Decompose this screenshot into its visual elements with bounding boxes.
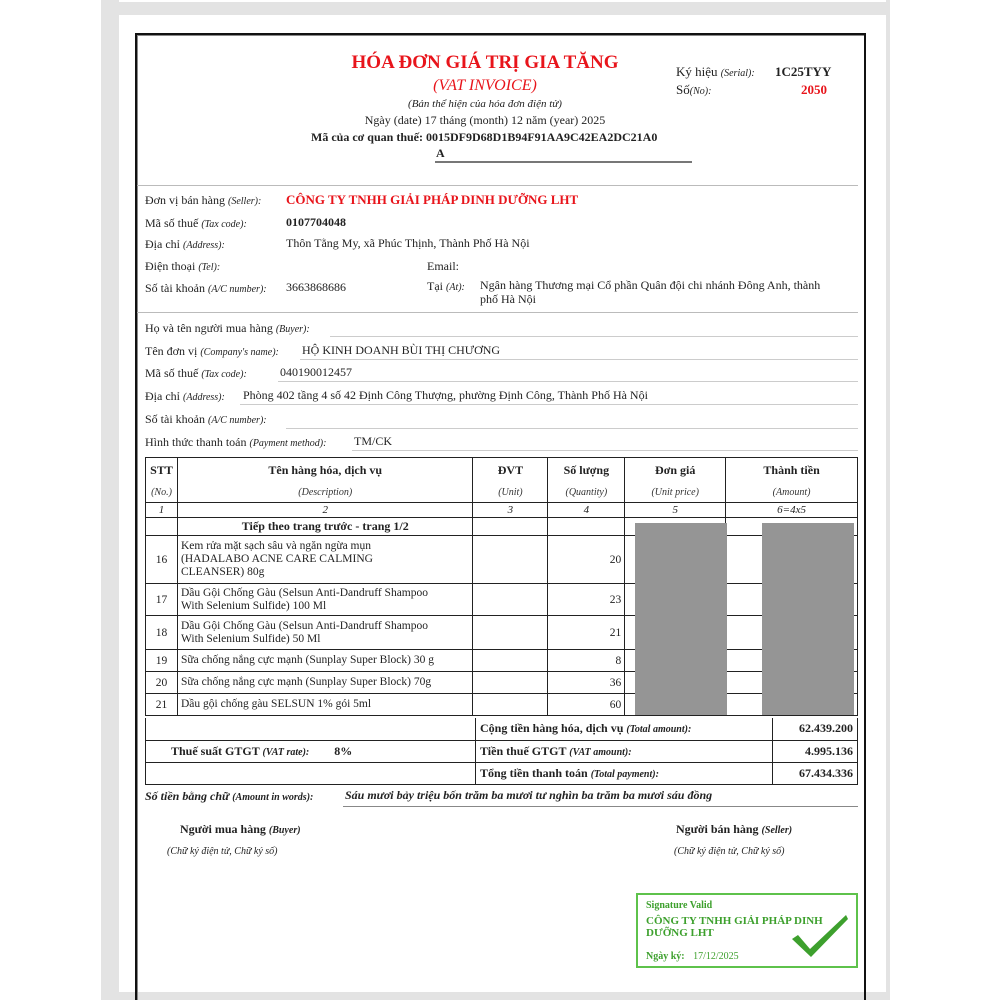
desc-line: Kem rửa mặt sạch sâu và ngăn ngừa mụn: [180, 540, 372, 552]
signature-company-line1: CÔNG TY TNHH GIẢI PHÁP DINH: [646, 915, 823, 927]
label-vi: Người bán hàng: [676, 822, 759, 836]
vat-amount-label: [476, 740, 773, 762]
table-row: [146, 694, 858, 716]
row-unit: [473, 584, 548, 616]
label-vi: Mã số thuế: [145, 366, 199, 380]
col-number: 5: [625, 503, 726, 518]
amount-words-label: [145, 789, 313, 804]
row-no: 18: [146, 616, 178, 650]
serial-label-en: (Serial):: [720, 68, 755, 79]
vat-amount-value: 4.995.136: [773, 740, 858, 762]
buyer-signature-label: [180, 822, 301, 837]
redaction-unit-price: [635, 523, 727, 715]
digital-signature-stamp[interactable]: [636, 893, 858, 968]
row-unit: [473, 650, 548, 672]
label-en: (Buyer): [268, 825, 301, 836]
seller-address: Thôn Tằng My, xã Phúc Thịnh, Thành Phố Hà Nội: [286, 236, 530, 250]
label-en: (Amount in words):: [232, 792, 314, 803]
serial-value: 1C25TYY: [775, 64, 832, 79]
table-row: [146, 672, 858, 694]
label-vi: Địa chỉ: [145, 389, 180, 403]
desc-line: Dầu Gội Chống Gàu (Selsun Anti-Dandruff Shampoo: [180, 586, 428, 599]
label-en: (A/C number):: [208, 284, 267, 295]
signature-date: [646, 951, 739, 962]
amount-words: Sáu mươi bảy triệu bốn trăm ba mươi tư nghìn ba trăm ba mươi sáu đồng: [345, 788, 713, 802]
serial-label: [676, 64, 755, 80]
previous-page-edge: [119, 0, 886, 2]
label-en: (Address):: [183, 240, 225, 251]
label-vi: Tổng tiền thanh toán: [480, 765, 588, 780]
tax-code-underline: [435, 161, 692, 163]
buyer-tax-underline: [278, 381, 858, 382]
table-header-row: [146, 458, 858, 483]
row-description: [177, 584, 473, 616]
tax-authority-code-wrap: A: [436, 146, 445, 160]
signature-date-value: 17/12/2025: [693, 951, 739, 962]
label-en: (Total amount):: [626, 724, 692, 736]
label-en: (Company's name):: [200, 347, 279, 358]
seller-bank: [480, 278, 820, 306]
label-vi: Họ và tên người mua hàng: [145, 321, 273, 335]
checkmark-icon: [790, 913, 850, 959]
seller-bank-label: [427, 279, 465, 294]
invoice-date: Ngày (date) 17 tháng (month) 12 năm (year) 2025: [364, 113, 606, 127]
header-separator: [137, 185, 858, 186]
buyer-company-underline: [300, 359, 858, 360]
continued-label: Tiếp theo trang trước - trang 1/2: [177, 518, 473, 536]
label-en: (Tax code):: [201, 369, 247, 380]
row-description: Dầu gội chống gàu SELSUN 1% gói 5ml: [177, 694, 473, 716]
total-label: [476, 762, 773, 784]
label-en: (Payment method):: [249, 438, 327, 449]
row-no: 20: [146, 672, 178, 694]
cell-empty: [473, 518, 548, 536]
tax-authority-code-value: 0015DF9D68D1B94F91AA9C42EA2DC21A0: [425, 130, 658, 144]
label-vi: Cộng tiền hàng hóa, dịch vụ: [480, 721, 624, 736]
seller-signature-label: [676, 822, 792, 837]
buyer-signature-note: (Chữ ký điện tử, Chữ ký số): [167, 846, 278, 857]
buyer-tax-code: 040190012457: [280, 365, 352, 379]
col-header-description: Tên hàng hóa, dịch vụ: [177, 458, 473, 483]
col-header-en: (Amount): [726, 483, 858, 503]
row-quantity: 23: [548, 584, 625, 616]
buyer-address-label: [145, 389, 225, 404]
seller-bank-line1: Ngân hàng Thương mại Cổ phần Quân đội chi nhánh Đông Anh, thành: [480, 278, 821, 292]
cell-empty: [548, 518, 625, 536]
tax-authority-code-label: Mã của cơ quan thuế:: [311, 130, 423, 144]
label-vi: Tại: [427, 279, 443, 293]
row-no: 17: [146, 584, 178, 616]
invoice-number: 2050: [801, 82, 827, 97]
cell-empty: [146, 718, 476, 740]
row-description: [177, 616, 473, 650]
desc-line: With Selenium Sulfide) 50 Ml: [180, 632, 321, 645]
seller-name-label: [145, 193, 261, 208]
seller-tax-label: [145, 216, 247, 231]
label-vi: Đơn vị bán hàng: [145, 193, 225, 207]
row-unit: [473, 536, 548, 584]
vat-row: [146, 740, 858, 762]
label-en: (At):: [446, 282, 465, 293]
label-en: (Seller):: [228, 196, 262, 207]
subtotal-value: 62.439.200: [773, 718, 858, 740]
seller-tel-label: [145, 259, 220, 274]
buyer-account-label: [145, 412, 267, 427]
row-unit: [473, 616, 548, 650]
seller-address-label: [145, 237, 225, 252]
buyer-name-underline: [330, 336, 858, 337]
label-vi: Địa chỉ: [145, 237, 180, 251]
buyer-address: Phòng 402 tầng 4 số 42 Định Công Thượng, phường Định Công, Thành Phố Hà Nội: [243, 388, 648, 402]
row-no: 16: [146, 536, 178, 584]
seller-bank-line2: phố Hà Nội: [480, 292, 536, 306]
label-vi: Số tiền bằng chữ: [145, 789, 230, 803]
cell-empty: [146, 518, 178, 536]
buyer-tax-label: [145, 366, 247, 381]
row-unit: [473, 672, 548, 694]
desc-line: Dầu Gội Chống Gàu (Selsun Anti-Dandruff Shampoo: [180, 619, 428, 632]
label-vi: Tiền thuế GTGT: [480, 743, 567, 758]
buyer-name-label: [145, 321, 310, 336]
col-header-quantity: Số lượng: [548, 458, 625, 483]
row-quantity: 8: [548, 650, 625, 672]
number-label: [676, 82, 711, 98]
totals-table: [145, 718, 858, 785]
seller-account: 3663868686: [286, 280, 346, 294]
row-unit: [473, 694, 548, 716]
vat-rate: [146, 740, 476, 762]
label-en: (Seller): [761, 825, 793, 836]
col-header-unit-price: Đơn giá: [625, 458, 726, 483]
col-header-unit: ĐVT: [473, 458, 548, 483]
label-vi: Mã số thuế: [145, 216, 199, 230]
payment-method: TM/CK: [354, 434, 393, 448]
row-no: 21: [146, 694, 178, 716]
subtotal-row: [146, 718, 858, 740]
label-en: (Tel):: [198, 262, 221, 273]
label-en: (Tax code):: [201, 219, 247, 230]
row-no: 19: [146, 650, 178, 672]
row-quantity: 21: [548, 616, 625, 650]
buyer-company-label: [145, 344, 279, 359]
table-row: [146, 584, 858, 616]
cell-empty: [146, 762, 476, 784]
label-vi: Thuế suất GTGT: [171, 743, 260, 758]
serial-label-vi: Ký hiệu: [676, 64, 718, 79]
desc-line: CLEANSER) 80g: [180, 566, 265, 578]
items-table: [145, 457, 858, 716]
table-row: [146, 650, 858, 672]
total-row: [146, 762, 858, 784]
row-quantity: 60: [548, 694, 625, 716]
signature-company-line2: DƯỠNG LHT: [646, 927, 714, 939]
col-number: 3: [473, 503, 548, 518]
table-row: [146, 536, 858, 584]
label-en: (Address):: [183, 392, 225, 403]
row-description: Sữa chống nắng cực mạnh (Sunplay Super Block) 70g: [177, 672, 473, 694]
seller-tax-code: 0107704048: [286, 215, 346, 229]
continued-row: [146, 518, 858, 536]
col-header-en: (No.): [146, 483, 178, 503]
label-en: (VAT rate):: [262, 746, 310, 758]
seller-email-label: Email:: [427, 259, 459, 273]
col-header-en: (Quantity): [548, 483, 625, 503]
row-quantity: 36: [548, 672, 625, 694]
buyer-company: HỘ KINH DOANH BÙI THỊ CHƯƠNG: [302, 343, 501, 357]
tax-authority-code: [311, 130, 657, 145]
redaction-amount: [762, 523, 854, 715]
invoice-subtitle: (VAT INVOICE): [433, 77, 537, 94]
seller-name: CÔNG TY TNHH GIẢI PHÁP DINH DƯỠNG LHT: [286, 192, 579, 207]
label-en: (Total payment):: [590, 768, 659, 780]
payment-underline: [352, 450, 858, 451]
col-header-no: STT: [146, 458, 178, 483]
label-vi: Số tài khoản: [145, 281, 205, 295]
col-header-en: (Unit): [473, 483, 548, 503]
buyer-address-underline: [240, 404, 858, 405]
col-header-en: (Description): [177, 483, 473, 503]
row-description: Sữa chống nắng cực mạnh (Sunplay Super Block) 30 g: [177, 650, 473, 672]
col-number: 2: [177, 503, 473, 518]
total-value: 67.434.336: [773, 762, 858, 784]
label-vi: Tên đơn vị: [145, 344, 198, 358]
col-number: 6=4x5: [726, 503, 858, 518]
vat-rate-value: 8%: [334, 743, 353, 758]
col-header-amount: Thành tiền: [726, 458, 858, 483]
desc-line: (HADALABO ACNE CARE CALMING: [180, 553, 373, 565]
label-en: (VAT amount):: [569, 746, 632, 758]
label-vi: Người mua hàng: [180, 822, 266, 836]
payment-method-label: [145, 435, 326, 450]
col-number: 1: [146, 503, 178, 518]
signature-status: Signature Valid: [646, 900, 713, 911]
seller-signature-note: (Chữ ký điện tử, Chữ ký số): [674, 846, 785, 857]
seller-separator: [137, 312, 858, 313]
label-vi: Hình thức thanh toán: [145, 435, 247, 449]
subtotal-label: [476, 718, 773, 740]
label-vi: Điện thoại: [145, 259, 196, 273]
label-en: (A/C number):: [208, 415, 267, 426]
col-number: 4: [548, 503, 625, 518]
number-label-en: (No):: [689, 86, 712, 97]
row-description: [177, 536, 473, 584]
label-vi: Số tài khoản: [145, 412, 205, 426]
invoice-title: HÓA ĐƠN GIÁ TRỊ GIA TĂNG: [351, 52, 619, 73]
invoice-note: (Bản thể hiện của hóa đơn điện tử): [408, 98, 562, 110]
desc-line: With Selenium Sulfide) 100 Ml: [180, 599, 327, 612]
number-label-vi: Số: [676, 82, 690, 97]
table-row: [146, 616, 858, 650]
row-quantity: 20: [548, 536, 625, 584]
col-header-en: (Unit price): [625, 483, 726, 503]
amount-words-underline: [343, 806, 858, 807]
table-header-en-row: [146, 483, 858, 503]
table-column-number-row: [146, 503, 858, 518]
seller-account-label: [145, 281, 267, 296]
label-en: (Buyer):: [275, 324, 310, 335]
buyer-account-underline: [286, 428, 858, 429]
signature-date-label: Ngày ký:: [646, 951, 685, 962]
